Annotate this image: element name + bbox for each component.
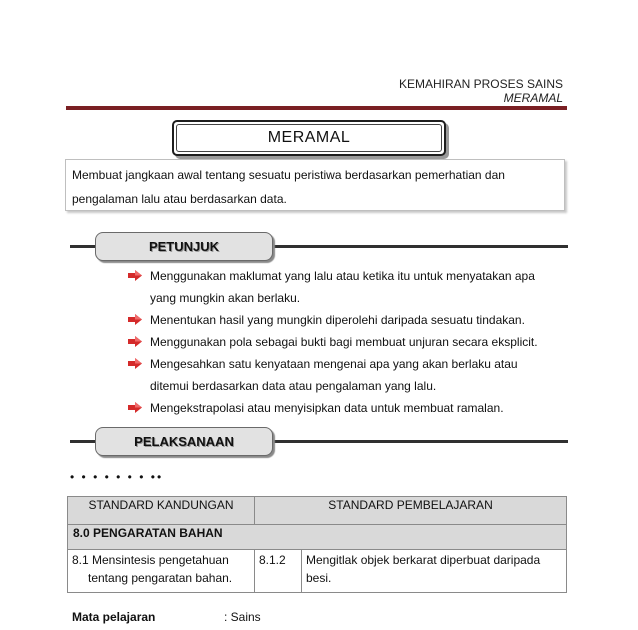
red-arrow-icon bbox=[128, 314, 142, 325]
list-item-line-2: yang mungkin akan berlaku. bbox=[150, 291, 301, 305]
dotted-marker: • • • • • • • •• bbox=[70, 470, 164, 484]
list-item-line-1: Mengekstrapolasi atau menyisipkan data untuk membuat ramalan. bbox=[150, 401, 504, 415]
header-standard-kandungan: STANDARD KANDUNGAN bbox=[68, 497, 255, 525]
red-arrow-icon bbox=[128, 270, 142, 281]
main-title: MERAMAL bbox=[176, 124, 442, 152]
header-subtitle: MERAMAL bbox=[503, 91, 563, 105]
red-arrow-icon bbox=[128, 402, 142, 413]
definition-line-1: Membuat jangkaan awal tentang sesuatu peristiwa berdasarkan pemerhatian dan bbox=[72, 168, 505, 182]
header-standard-pembelajaran: STANDARD PEMBELAJARAN bbox=[255, 497, 567, 525]
subject-line bbox=[72, 610, 261, 624]
pelaksanaan-tab: PELAKSANAAN bbox=[95, 427, 273, 456]
list-item bbox=[128, 309, 568, 331]
table-section-row bbox=[68, 525, 567, 550]
table-header-row bbox=[68, 497, 567, 525]
subject-value: : Sains bbox=[224, 610, 261, 624]
red-arrow-icon bbox=[128, 358, 142, 369]
code-cell: 8.1.2 bbox=[255, 550, 302, 593]
header-rule bbox=[66, 106, 567, 110]
header-title: KEMAHIRAN PROSES SAINS bbox=[398, 77, 563, 91]
red-arrow-icon bbox=[128, 336, 142, 347]
list-item bbox=[128, 331, 568, 353]
subject-label: Mata pelajaran bbox=[72, 610, 156, 624]
list-item bbox=[128, 397, 568, 419]
list-item-line-1: Mengesahkan satu kenyataan mengenai apa yang akan berlaku atau bbox=[150, 357, 518, 371]
list-item-line-1: Menentukan hasil yang mungkin diperolehi daripada sesuatu tindakan. bbox=[150, 313, 525, 327]
definition-box bbox=[65, 159, 565, 211]
petunjuk-tab: PETUNJUK bbox=[95, 232, 273, 261]
definition-line-2: pengalaman lalu atau berdasarkan data. bbox=[72, 192, 287, 206]
section-title: 8.0 PENGARATAN BAHAN bbox=[68, 525, 567, 550]
kandungan-line-1: 8.1 Mensintesis pengetahuan bbox=[72, 553, 229, 567]
pembelajaran-line-1: Mengitlak objek berkarat diperbuat daripada bbox=[306, 553, 541, 567]
pembelajaran-cell bbox=[302, 550, 567, 593]
kandungan-line-2: tentang pengaratan bahan. bbox=[88, 571, 233, 585]
main-title-box bbox=[172, 120, 446, 156]
petunjuk-list bbox=[128, 265, 568, 419]
kandungan-cell bbox=[68, 550, 255, 593]
list-item-line-1: Menggunakan pola sebagai bukti bagi membuat unjuran secara eksplicit. bbox=[150, 335, 538, 349]
list-item-line-1: Menggunakan maklumat yang lalu atau ketika itu untuk menyatakan apa bbox=[150, 269, 535, 283]
pembelajaran-line-2: besi. bbox=[306, 571, 332, 585]
list-item bbox=[128, 265, 568, 309]
standard-table bbox=[67, 496, 567, 593]
table-row bbox=[68, 550, 567, 593]
list-item-line-2: ditemui berdasarkan data atau pengalaman yang lalu. bbox=[150, 379, 437, 393]
list-item bbox=[128, 353, 568, 397]
